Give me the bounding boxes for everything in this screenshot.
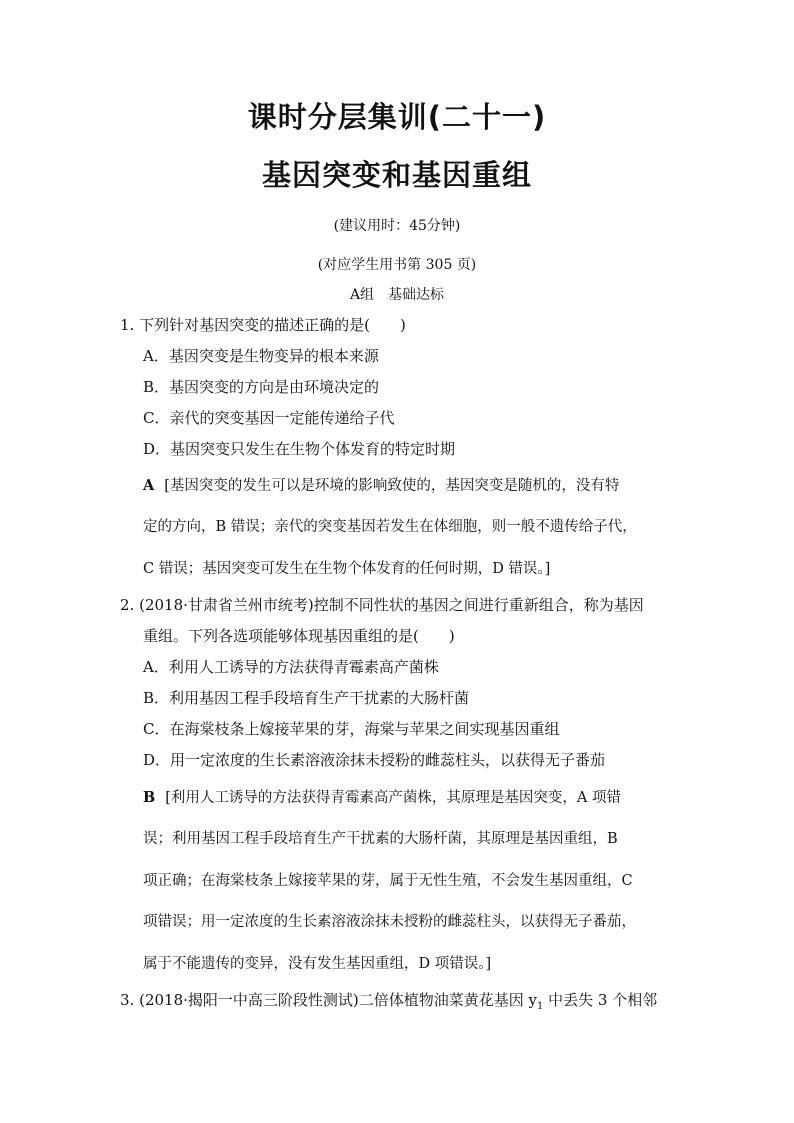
question-2-stem-line-2: 重组。下列各选项能够体现基因重组的是( ): [143, 627, 455, 645]
answer-explanation: [利用人工诱导的方法获得青霉素高产菌株，其原理是基因突变，A 项错: [165, 790, 622, 806]
answer-letter: A: [143, 477, 155, 494]
question-2-answer-line-4: 项错误；用一定浓度的生长素溶液涂抹未授粉的雌蕊柱头，以获得无子番茄，: [143, 914, 636, 930]
question-number: 1.: [120, 316, 135, 334]
question-text: (2018·甘肃省兰州市统考)控制不同性状的基因之间进行重新组合，称为基因: [139, 596, 644, 614]
question-2-option-b: B．利用基因工程手段培育生产干扰素的大肠杆菌: [143, 689, 470, 707]
gene-subscript: 1: [536, 1001, 544, 1012]
page-subtitle: 基因突变和基因重组: [261, 158, 532, 192]
question-2-option-a: A．利用人工诱导的方法获得青霉素高产菌株: [143, 658, 439, 676]
question-2-option-c: C．在海棠枝条上嫁接苹果的芽，海棠与苹果之间实现基因重组: [143, 720, 560, 738]
question-1-option-b: B．基因突变的方向是由环境决定的: [143, 378, 380, 396]
question-3-stem: [120, 990, 657, 1017]
answer-letter: B: [143, 789, 156, 806]
page-title: 课时分层集训(二十一): [247, 100, 547, 134]
question-text-cont: 中丢失 3 个相邻: [543, 991, 658, 1009]
group-heading: A组 基础达标: [349, 287, 445, 303]
question-1-answer-line-2: 定的方向，B 错误；亲代的突变基因若发生在体细胞，则一般不遗传给子代，: [143, 519, 637, 535]
question-2-answer-line-2: 误；利用基因工程手段培育生产干扰素的大肠杆菌，其原理是基因重组，B: [143, 831, 618, 847]
question-text: (2018·揭阳一中高三阶段性测试)二倍体植物油菜黄花基因 y: [139, 991, 537, 1009]
question-1-option-c: C．亲代的突变基因一定能传递给子代: [143, 409, 395, 427]
question-2-answer: [143, 788, 621, 808]
question-2-answer-line-5: 属于不能遗传的变异，没有发生基因重组，D 项错误。]: [143, 956, 492, 972]
answer-explanation: [基因突变的发生可以是环境的影响致使的，基因突变是随机的，没有特: [164, 478, 620, 494]
question-1-option-a: A．基因突变是生物变异的根本来源: [143, 347, 379, 365]
book-reference: (对应学生用书第 305 页): [317, 257, 477, 273]
suggested-time: (建议用时：45分钟): [333, 218, 461, 234]
question-text: 下列针对基因突变的描述正确的是( ): [139, 316, 406, 334]
question-1-option-d: D．基因突变只发生在生物个体发育的特定时期: [143, 440, 456, 458]
question-number: 3.: [120, 991, 135, 1009]
question-number: 2.: [120, 596, 135, 614]
question-2-answer-line-3: 项正确；在海棠枝条上嫁接苹果的芽，属于无性生殖，不会发生基因重组，C: [143, 873, 633, 889]
question-1-answer-line-3: C 错误；基因突变可发生在生物个体发育的任何时期，D 错误。]: [143, 561, 551, 577]
question-1-answer: [143, 476, 619, 496]
question-2-option-d: D．用一定浓度的生长素溶液涂抹未授粉的雌蕊柱头，以获得无子番茄: [143, 751, 606, 769]
question-2-stem: [120, 595, 644, 615]
question-1-stem: [120, 315, 406, 335]
